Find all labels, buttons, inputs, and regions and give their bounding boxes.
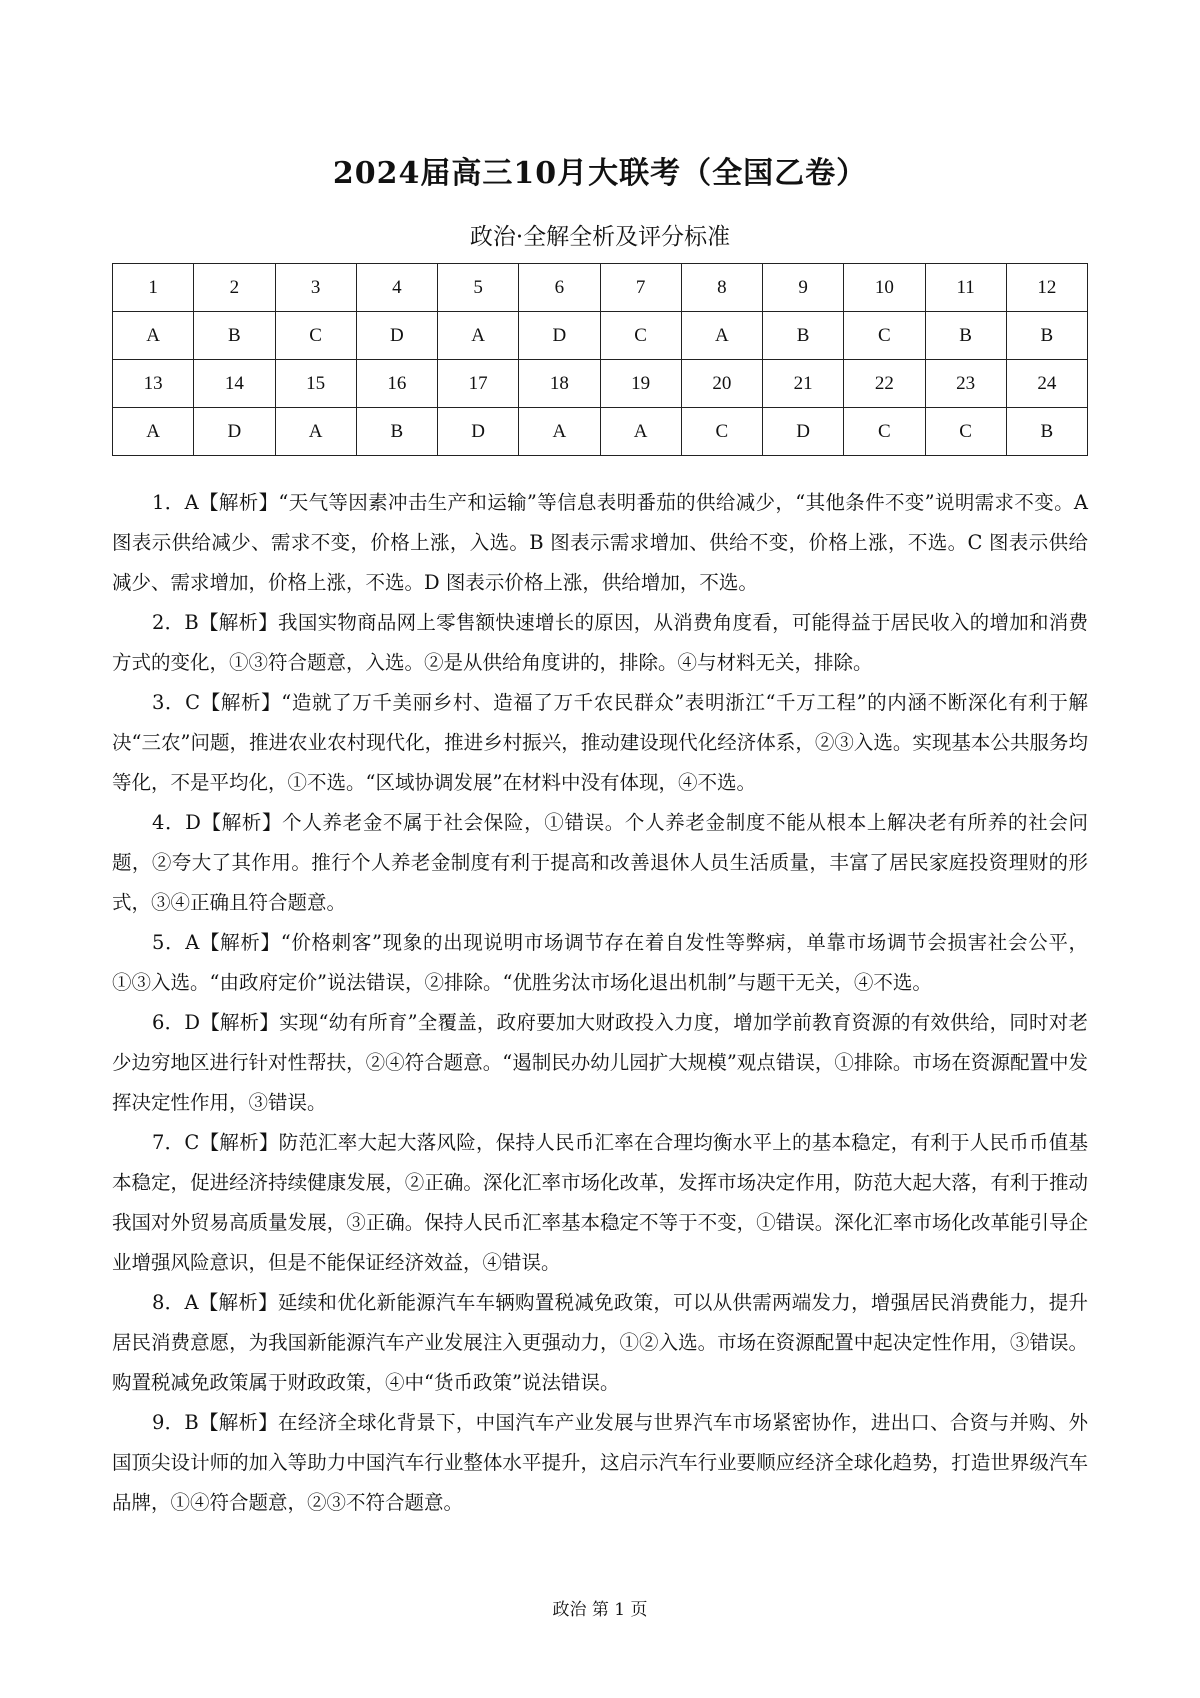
question-number-cell: 15 (275, 360, 356, 408)
answer-cell: A (113, 408, 194, 456)
explanation-paragraph: 3．C【解析】“造就了万千美丽乡村、造福了万千农民群众”表明浙江“千万工程”的内涵不断深化有利于解决“三农”问题，推进农业农村现代化，推进乡村振兴，推动建设现代化经济体系，②③入选。实现基本公共服务均等化，不是平均化，①不选。“区域协调发展”在材料中没有体现，④不选。 (112, 691, 1088, 794)
question-number-row (113, 360, 1088, 408)
answer-cell: C (600, 312, 681, 360)
question-number-cell: 1 (113, 264, 194, 312)
question-number-cell: 21 (763, 360, 844, 408)
question-number-cell: 8 (681, 264, 762, 312)
answer-cell: A (600, 408, 681, 456)
answer-cell: C (844, 312, 925, 360)
answer-cell: C (925, 408, 1006, 456)
question-number-cell: 20 (681, 360, 762, 408)
explanation-paragraph: 4．D【解析】个人养老金不属于社会保险，①错误。个人养老金制度不能从根本上解决老有所养的社会问题，②夸大了其作用。推行个人养老金制度有利于提高和改善退休人员生活质量，丰富了居民家庭投资理财的形式，③④正确且符合题意。 (112, 811, 1088, 914)
document-subtitle: 政治·全解全析及评分标准 (469, 224, 731, 250)
question-number-cell: 12 (1006, 264, 1087, 312)
question-number-cell: 3 (275, 264, 356, 312)
explanation-paragraph: 6．D【解析】实现“幼有所育”全覆盖，政府要加大财政投入力度，增加学前教育资源的有效供给，同时对老少边穷地区进行针对性帮扶，②④符合题意。“遏制民办幼儿园扩大规模”观点错误，①排除。市场在资源配置中发挥决定性作用，③错误。 (112, 1011, 1088, 1114)
explanation-paragraph: 5．A【解析】“价格刺客”现象的出现说明市场调节存在着自发性等弊病，单靠市场调节会损害社会公平，①③入选。“由政府定价”说法错误，②排除。“优胜劣汰市场化退出机制”与题干无关，④不选。 (112, 931, 1088, 994)
explanation-paragraph: 9．B【解析】在经济全球化背景下，中国汽车产业发展与世界汽车市场紧密协作，进出口、合资与并购、外国顶尖设计师的加入等助力中国汽车行业整体水平提升，这启示汽车行业要顺应经济全球化趋势，打造世界级汽车品牌，①④符合题意，②③不符合题意。 (112, 1411, 1088, 1514)
explanations-section (112, 483, 1088, 1523)
question-number-cell: 11 (925, 264, 1006, 312)
answer-cell: D (763, 408, 844, 456)
answer-cell: D (356, 312, 437, 360)
question-number-cell: 6 (519, 264, 600, 312)
explanation-paragraph: 8．A【解析】延续和优化新能源汽车车辆购置税减免政策，可以从供需两端发力，增强居民消费能力，提升居民消费意愿，为我国新能源汽车产业发展注入更强动力，①②入选。市场在资源配置中起决定性作用，③错误。购置税减免政策属于财政政策，④中“货币政策”说法错误。 (112, 1291, 1088, 1394)
answer-cell: D (438, 408, 519, 456)
explanation-paragraph: 1．A【解析】“天气等因素冲击生产和运输”等信息表明番茄的供给减少，“其他条件不变”说明需求不变。A 图表示供给减少、需求不变，价格上涨，入选。B 图表示需求增加、供给不变，价格上涨，不选。C 图表示供给减少、需求增加，价格上涨，不选。D 图表示价格上涨，供给增加，不选。 (112, 491, 1088, 594)
answer-cell: B (1006, 408, 1087, 456)
question-number-cell: 17 (438, 360, 519, 408)
explanation-paragraph: 7．C【解析】防范汇率大起大落风险，保持人民币汇率在合理均衡水平上的基本稳定，有利于人民币币值基本稳定，促进经济持续健康发展，②正确。深化汇率市场化改革，发挥市场决定作用，防范大起大落，有利于推动我国对外贸易高质量发展，③正确。保持人民币汇率基本稳定不等于不变，①错误。深化汇率市场化改革能引导企业增强风险意识，但是不能保证经济效益，④错误。 (112, 1131, 1088, 1274)
question-number-cell: 19 (600, 360, 681, 408)
explanation-paragraph: 2．B【解析】我国实物商品网上零售额快速增长的原因，从消费角度看，可能得益于居民收入的增加和消费方式的变化，①③符合题意，入选。②是从供给角度讲的，排除。④与材料无关，排除。 (112, 611, 1088, 674)
answer-row (113, 408, 1088, 456)
answer-table (112, 263, 1088, 456)
question-number-cell: 2 (194, 264, 275, 312)
answer-cell: A (275, 408, 356, 456)
answer-cell: B (925, 312, 1006, 360)
answer-cell: A (519, 408, 600, 456)
answer-cell: A (113, 312, 194, 360)
question-number-cell: 4 (356, 264, 437, 312)
question-number-cell: 5 (438, 264, 519, 312)
answer-cell: B (194, 312, 275, 360)
answer-cell: B (356, 408, 437, 456)
document-title: 2024届高三10月大联考（全国乙卷） (332, 156, 868, 191)
answer-cell: D (194, 408, 275, 456)
question-number-cell: 10 (844, 264, 925, 312)
question-number-cell: 24 (1006, 360, 1087, 408)
question-number-cell: 7 (600, 264, 681, 312)
question-number-cell: 9 (763, 264, 844, 312)
question-number-cell: 13 (113, 360, 194, 408)
page-footer: 政治 第 1 页 (552, 1600, 648, 1620)
answer-cell: C (681, 408, 762, 456)
question-number-cell: 16 (356, 360, 437, 408)
answer-cell: C (275, 312, 356, 360)
answer-row (113, 312, 1088, 360)
answer-cell: C (844, 408, 925, 456)
answer-cell: A (681, 312, 762, 360)
answer-cell: B (763, 312, 844, 360)
question-number-cell: 23 (925, 360, 1006, 408)
question-number-row (113, 264, 1088, 312)
question-number-cell: 18 (519, 360, 600, 408)
answer-cell: A (438, 312, 519, 360)
answer-cell: B (1006, 312, 1087, 360)
answer-cell: D (519, 312, 600, 360)
question-number-cell: 14 (194, 360, 275, 408)
question-number-cell: 22 (844, 360, 925, 408)
